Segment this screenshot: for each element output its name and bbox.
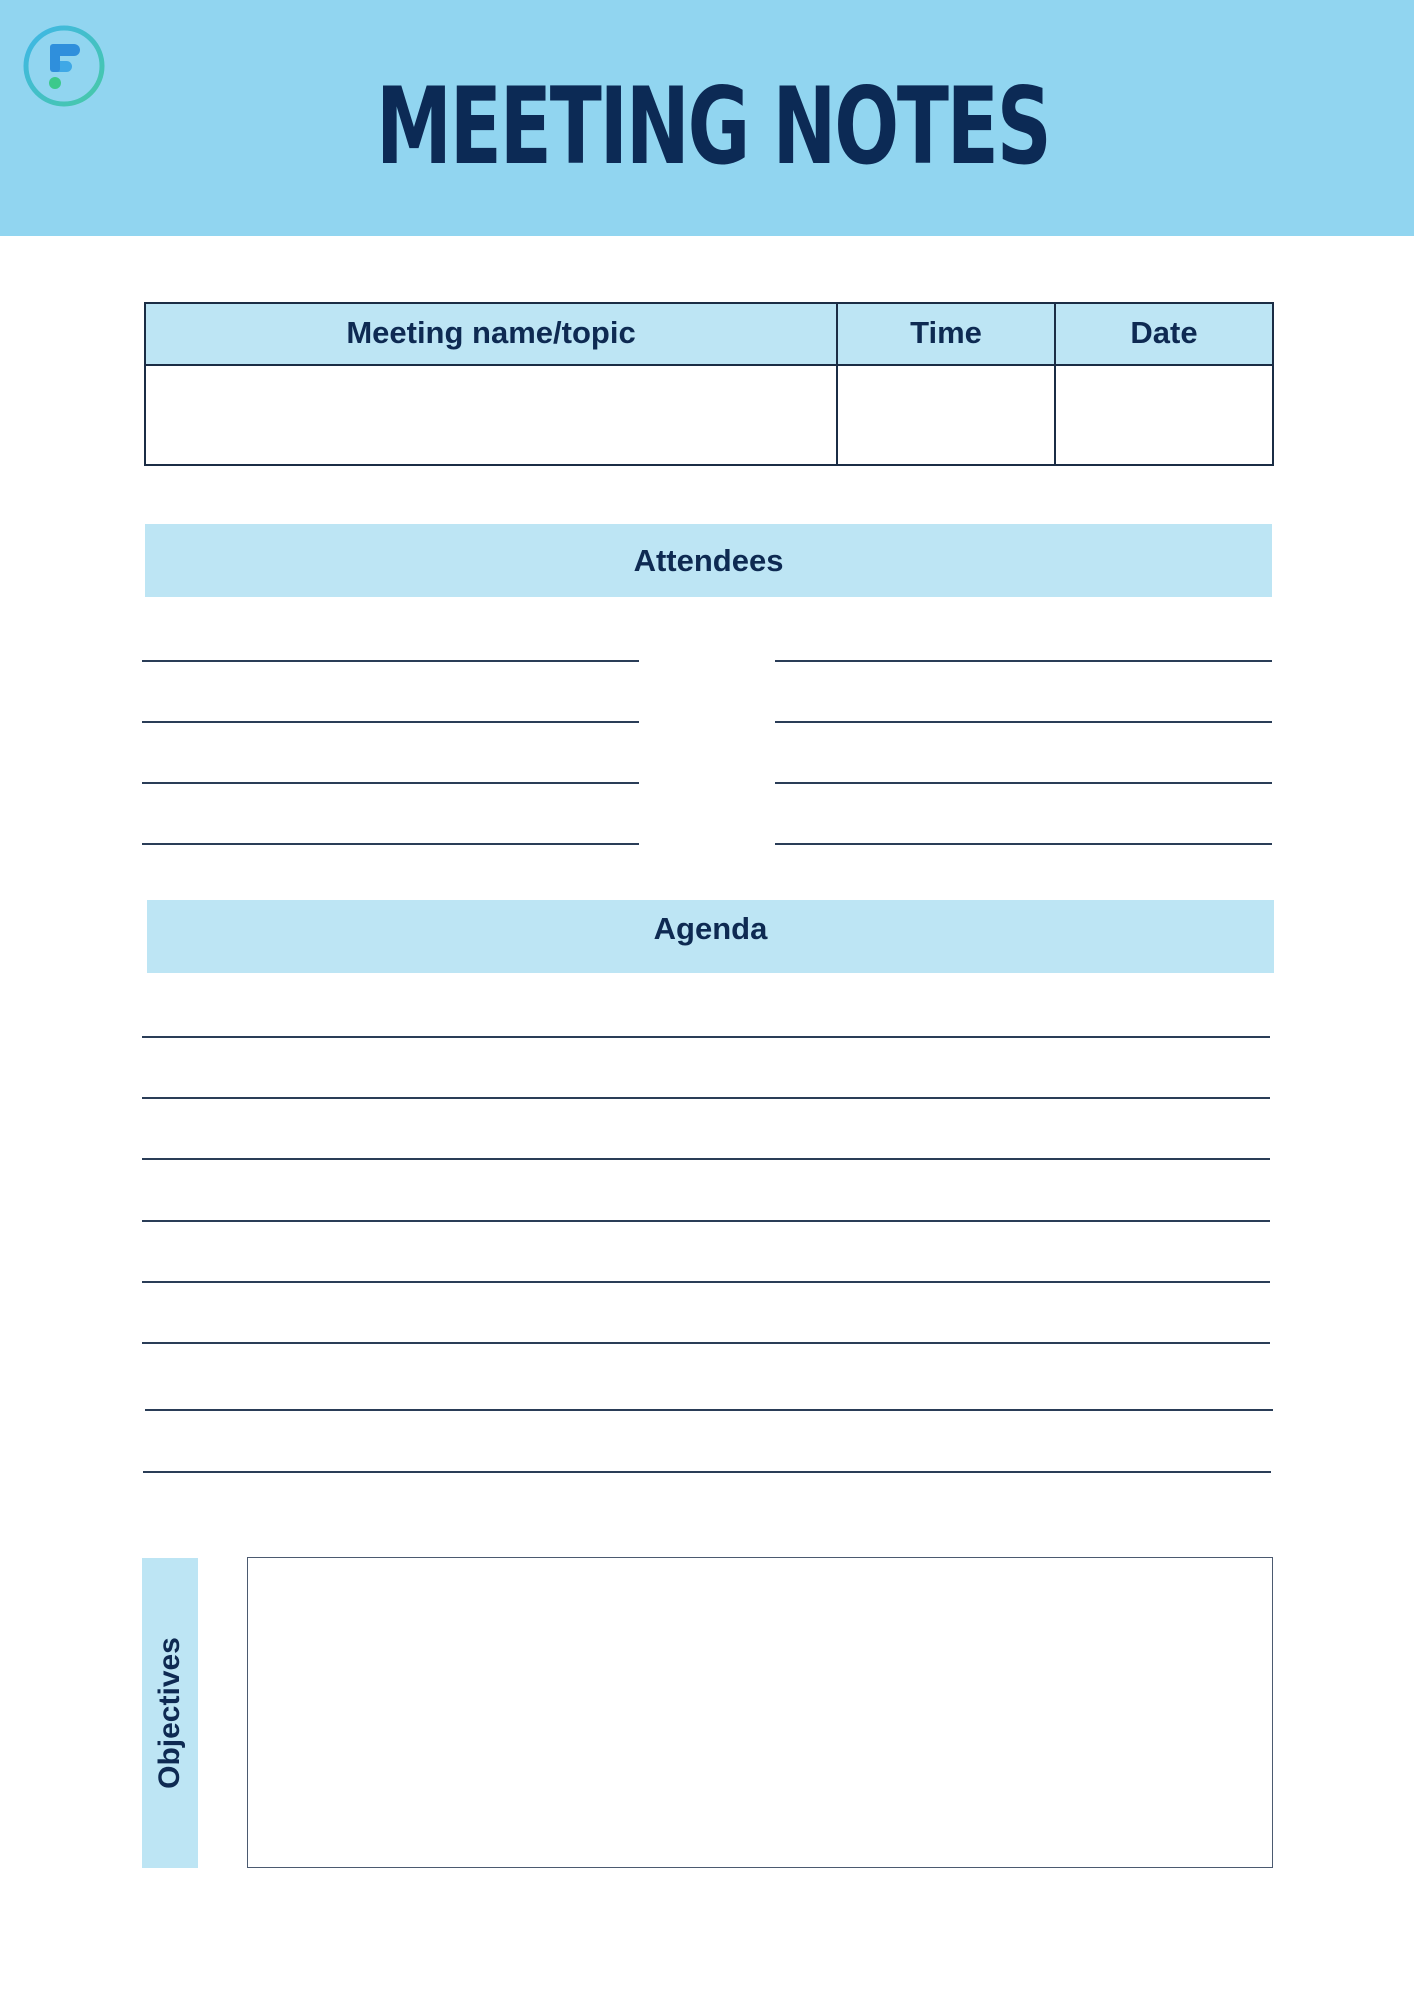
agenda-line[interactable] (142, 1097, 1270, 1099)
attendee-line[interactable] (775, 721, 1272, 723)
page-title: MEETING NOTES (375, 65, 1050, 188)
date-header: Date (1130, 315, 1198, 350)
meeting-info-table (144, 302, 1274, 466)
agenda-line[interactable] (142, 1220, 1270, 1222)
objectives-heading: Objectives (153, 1637, 186, 1789)
attendee-line[interactable] (775, 782, 1272, 784)
agenda-heading: Agenda (653, 911, 768, 946)
attendee-line[interactable] (142, 721, 639, 723)
attendees-section-bar (145, 524, 1272, 597)
time-header: Time (910, 315, 982, 350)
agenda-line[interactable] (142, 1158, 1270, 1160)
attendee-line[interactable] (775, 843, 1272, 845)
meeting-topic-field[interactable] (146, 366, 836, 464)
attendee-line[interactable] (775, 660, 1272, 662)
time-field[interactable] (838, 366, 1054, 464)
brand-f-logo-icon (22, 24, 106, 108)
agenda-line[interactable] (143, 1471, 1271, 1473)
header-band (0, 0, 1414, 236)
agenda-line[interactable] (145, 1409, 1273, 1411)
attendees-heading: Attendees (633, 543, 784, 578)
attendee-line[interactable] (142, 782, 639, 784)
agenda-line[interactable] (142, 1281, 1270, 1283)
meeting-topic-header: Meeting name/topic (346, 315, 636, 350)
objectives-tab (142, 1558, 198, 1868)
agenda-section-bar (147, 900, 1274, 973)
agenda-line[interactable] (142, 1036, 1270, 1038)
agenda-line[interactable] (142, 1342, 1270, 1344)
objectives-field[interactable] (247, 1557, 1273, 1868)
attendee-line[interactable] (142, 660, 639, 662)
attendee-line[interactable] (142, 843, 639, 845)
date-field[interactable] (1056, 366, 1272, 464)
